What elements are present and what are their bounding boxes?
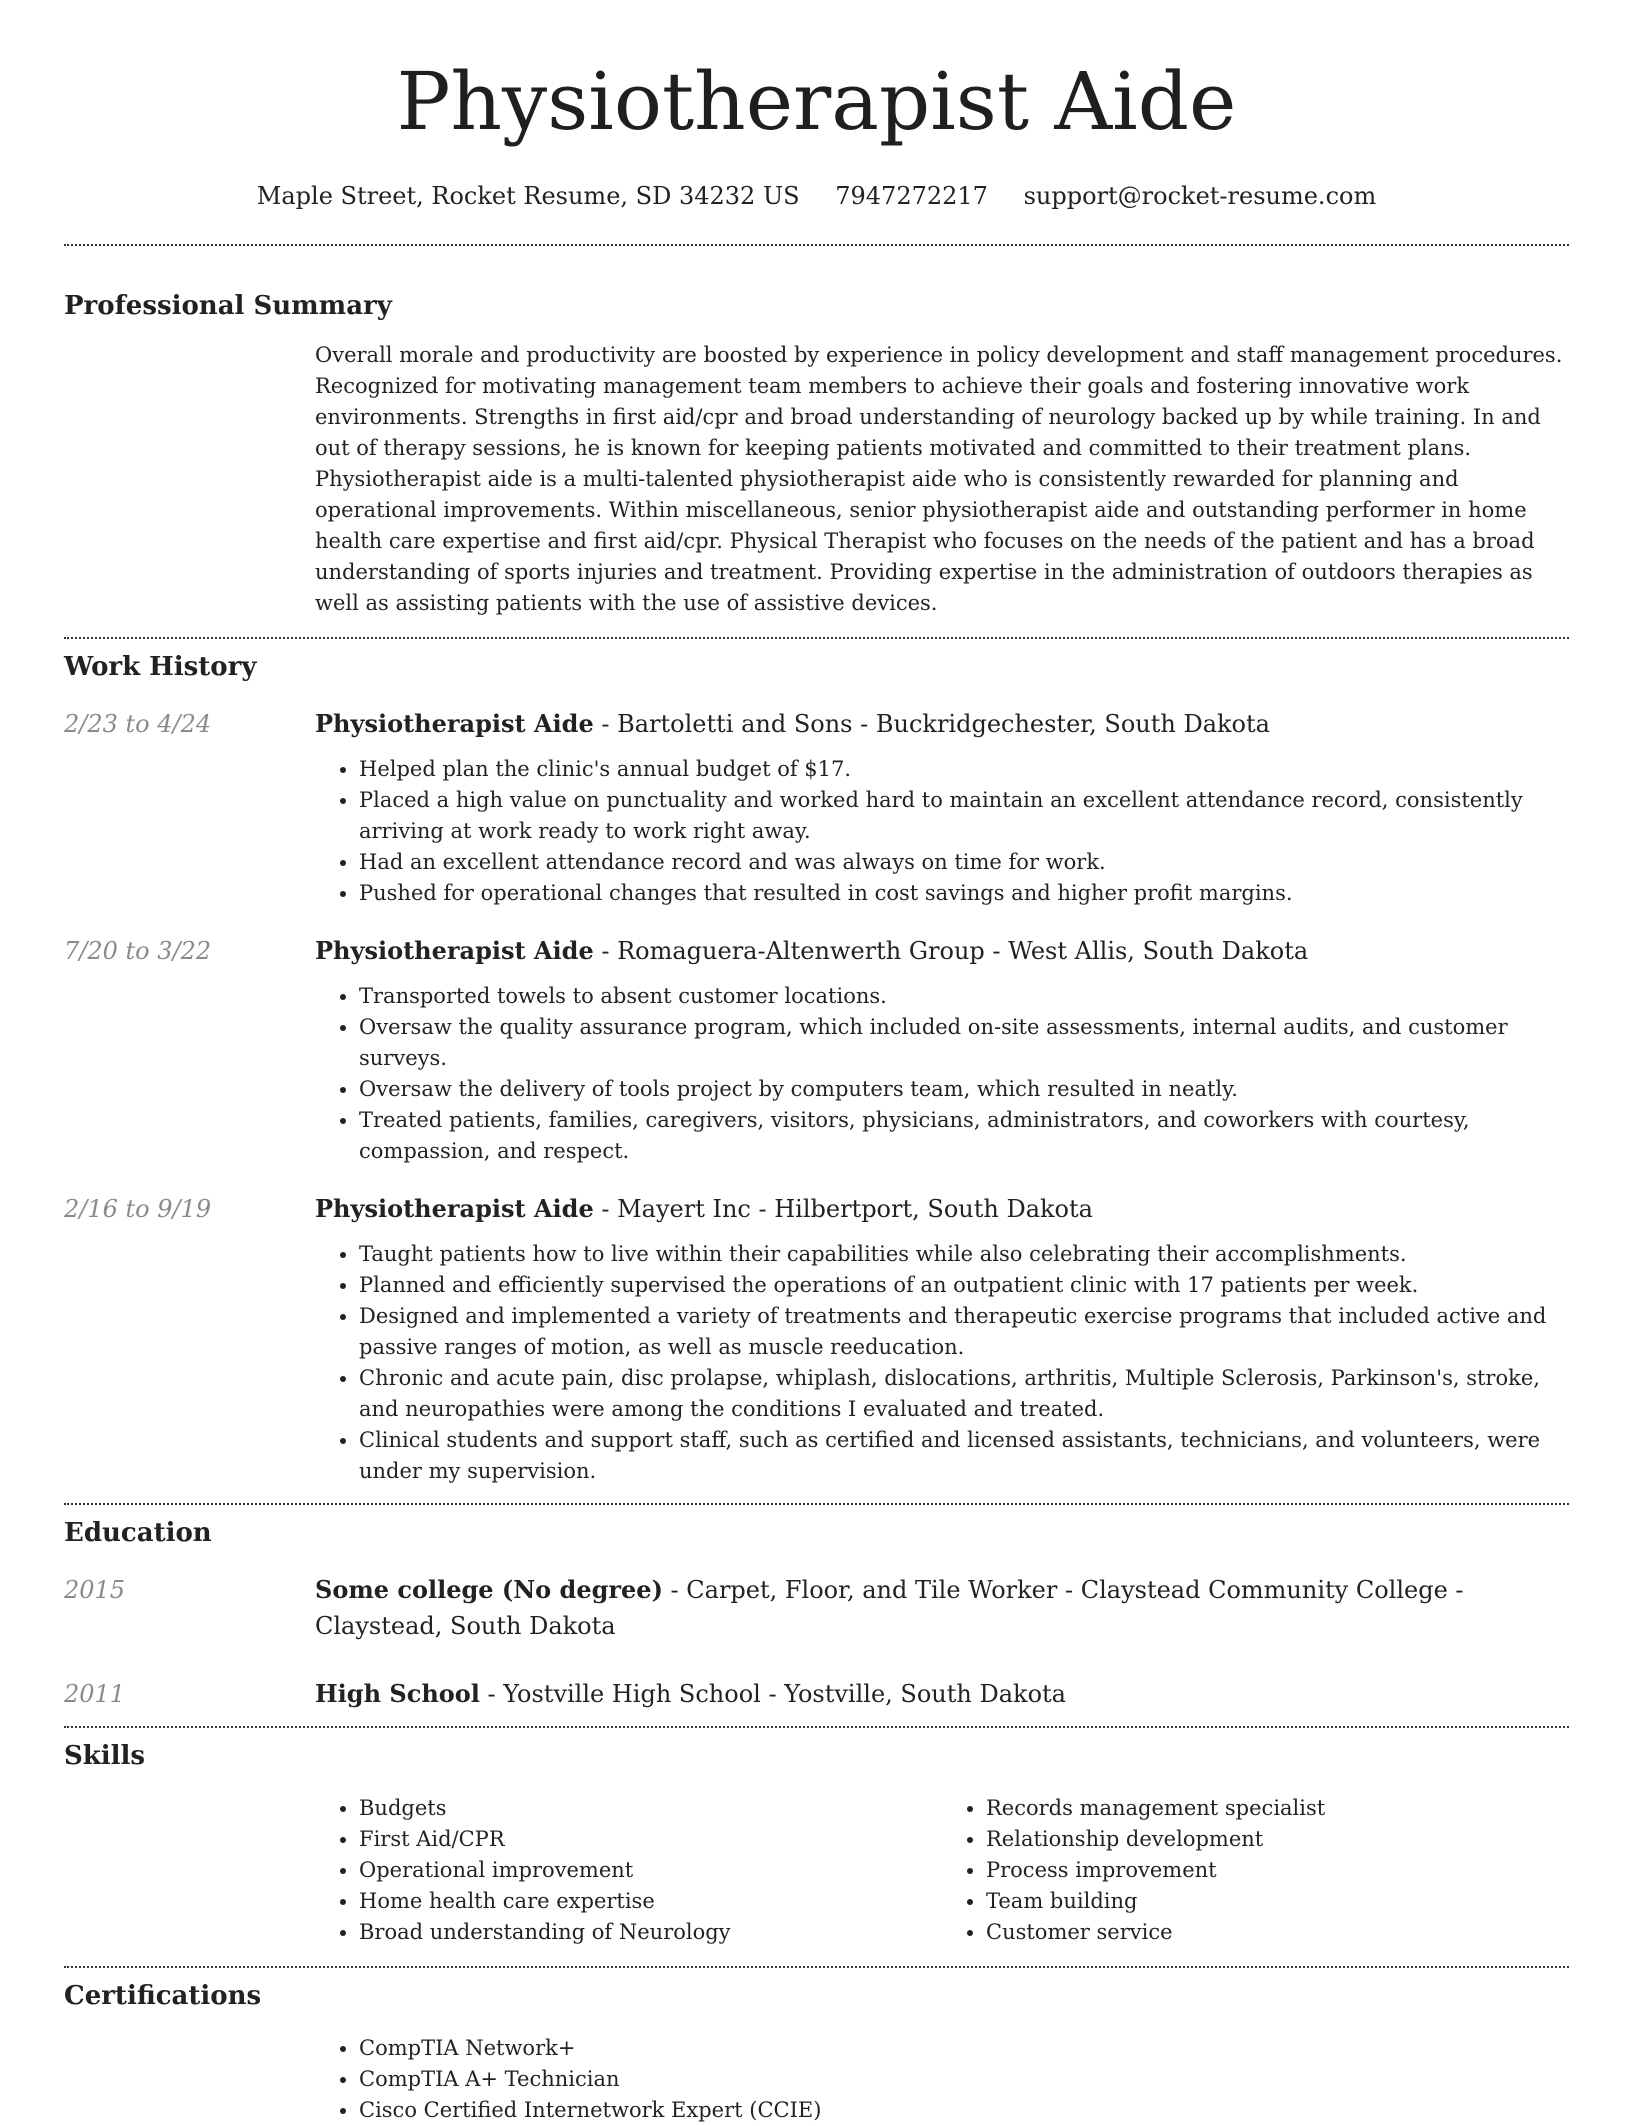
job-bullet: • Planned and efficiently supervised the operations of an outpatient clinic with 17 patients per week.	[359, 1270, 1569, 1301]
education-heading: Education	[64, 1518, 212, 1548]
job-dates: 2/16 to 9/19	[64, 1195, 212, 1223]
job-bullet: • Helped plan the clinic's annual budget of $17.	[359, 754, 1569, 785]
work-history-section	[64, 639, 1569, 1487]
skill-item: • Team building	[986, 1886, 1569, 1917]
summary-heading: Professional Summary	[64, 291, 392, 321]
resume-page	[64, 0, 1569, 2126]
skill-item: • Process improvement	[986, 1855, 1569, 1886]
job-bullet: • Chronic and acute pain, disc prolapse, whiplash, dislocations, arthritis, Multiple Sclerosis, Parkinson's, stroke, and neuropathies were among the conditions I evaluated and treated.	[359, 1363, 1569, 1425]
education-school: - Yostville High School - Yostville, South Dakota	[479, 1680, 1066, 1708]
certifications-list	[315, 2033, 1569, 2126]
job-details	[315, 706, 1569, 909]
education-details	[315, 1572, 1569, 1644]
skills-columns	[315, 1793, 1569, 1948]
job-bullet: • Taught patients how to live within their capabilities while also celebrating their accomplishments.	[359, 1239, 1569, 1270]
education-degree: High School	[315, 1679, 480, 1708]
job-details	[315, 1191, 1569, 1487]
job-dates: 7/20 to 3/22	[64, 937, 212, 965]
job-dates: 2/23 to 4/24	[64, 710, 212, 738]
education-title	[315, 1676, 1569, 1712]
education-section	[64, 1505, 1569, 1712]
skills-list-left	[315, 1793, 942, 1948]
job-role: Physiotherapist Aide	[315, 709, 594, 738]
job-bullet: • Had an excellent attendance record and was always on time for work.	[359, 847, 1569, 878]
contact-phone: 7947272217	[835, 182, 988, 210]
education-entry	[64, 1572, 1569, 1644]
skill-item: • Operational improvement	[359, 1855, 942, 1886]
job-bullet: • Designed and implemented a variety of treatments and therapeutic exercise programs that included active and passive ranges of motion, as well as muscle reeducation.	[359, 1301, 1569, 1363]
job-title	[315, 933, 1569, 969]
summary-section	[64, 246, 1569, 619]
job-bullet: • Oversaw the quality assurance program, which included on-site assessments, internal audits, and customer surveys.	[359, 1012, 1569, 1074]
education-year: 2011	[64, 1680, 126, 1708]
job-employer: - Bartoletti and Sons - Buckridgechester, South Dakota	[593, 710, 1270, 738]
resume-name: Physiotherapist Aide	[396, 55, 1237, 148]
contact-email: support@rocket-resume.com	[1023, 182, 1377, 210]
skills-heading: Skills	[64, 1741, 146, 1771]
skill-item: • Records management specialist	[986, 1793, 1569, 1824]
job-role: Physiotherapist Aide	[315, 936, 594, 965]
summary-text: Overall morale and productivity are boosted by experience in policy development and staff management procedures. Recognized for motivating management team members to achieve their goals and fostering innovative work environments. Strengths in first aid/cpr and broad understanding of neurology backed up by while training. In and out of therapy sessions, he is known for keeping patients motivated and committed to their treatment plans. Physiotherapist aide is a multi-talented physiotherapist aide who is consistently rewarded for planning and operational improvements. Within miscellaneous, senior physiotherapist aide and outstanding performer in home health care expertise and first aid/cpr. Physical Therapist who focuses on the needs of the patient and has a broad understanding of sports injuries and treatment. Providing expertise in the administration of outdoors therapies as well as assisting patients with the use of assistive devices.	[315, 343, 1563, 615]
education-title	[315, 1572, 1569, 1644]
job-bullet: • Pushed for operational changes that resulted in cost savings and higher profit margins.	[359, 878, 1569, 909]
skill-item: • Customer service	[986, 1917, 1569, 1948]
job-bullet: • Transported towels to absent customer locations.	[359, 981, 1569, 1012]
work-history-heading: Work History	[64, 652, 257, 682]
job-bullets	[315, 1239, 1569, 1487]
job-title	[315, 706, 1569, 742]
education-year: 2015	[64, 1576, 126, 1604]
skill-item: • First Aid/CPR	[359, 1824, 942, 1855]
certification-item: • Cisco Certified Internetwork Expert (CCIE)	[359, 2095, 1569, 2126]
job-employer: - Mayert Inc - Hilbertport, South Dakota	[593, 1195, 1093, 1223]
job-entry	[64, 933, 1569, 1167]
contact-line	[64, 180, 1569, 212]
job-employer: - Romaguera-Altenwerth Group - West Allis, South Dakota	[593, 937, 1309, 965]
certification-item: • CompTIA Network+	[359, 2033, 1569, 2064]
education-details	[315, 1676, 1569, 1712]
education-degree: Some college (No degree)	[315, 1575, 663, 1604]
skill-item: • Relationship development	[986, 1824, 1569, 1855]
education-school: - Carpet, Floor, and Tile Worker - Claystead Community College - Claystead, South Dakota	[315, 1576, 1464, 1640]
job-entry	[64, 1191, 1569, 1487]
certifications-heading: Certifications	[64, 1981, 262, 2011]
skill-item: • Budgets	[359, 1793, 942, 1824]
job-details	[315, 933, 1569, 1167]
education-entry	[64, 1676, 1569, 1712]
job-bullet: • Oversaw the delivery of tools project by computers team, which resulted in neatly.	[359, 1074, 1569, 1105]
certification-item: • CompTIA A+ Technician	[359, 2064, 1569, 2095]
skills-section	[64, 1728, 1569, 1948]
job-bullet: • Clinical students and support staff, such as certified and licensed assistants, technicians, and volunteers, were under my supervision.	[359, 1425, 1569, 1487]
job-bullet: • Treated patients, families, caregivers, visitors, physicians, administrators, and coworkers with courtesy, compassion, and respect.	[359, 1105, 1569, 1167]
job-title	[315, 1191, 1569, 1227]
certifications-section	[64, 1968, 1569, 2126]
job-entry	[64, 706, 1569, 909]
skill-item: • Broad understanding of Neurology	[359, 1917, 942, 1948]
job-bullets	[315, 754, 1569, 909]
contact-address: Maple Street, Rocket Resume, SD 34232 US	[256, 182, 800, 210]
job-bullets	[315, 981, 1569, 1167]
skill-item: • Home health care expertise	[359, 1886, 942, 1917]
job-role: Physiotherapist Aide	[315, 1194, 594, 1223]
skills-list-right	[942, 1793, 1569, 1948]
job-bullet: • Placed a high value on punctuality and worked hard to maintain an excellent attendance record, consistently arriving at work ready to work right away.	[359, 785, 1569, 847]
